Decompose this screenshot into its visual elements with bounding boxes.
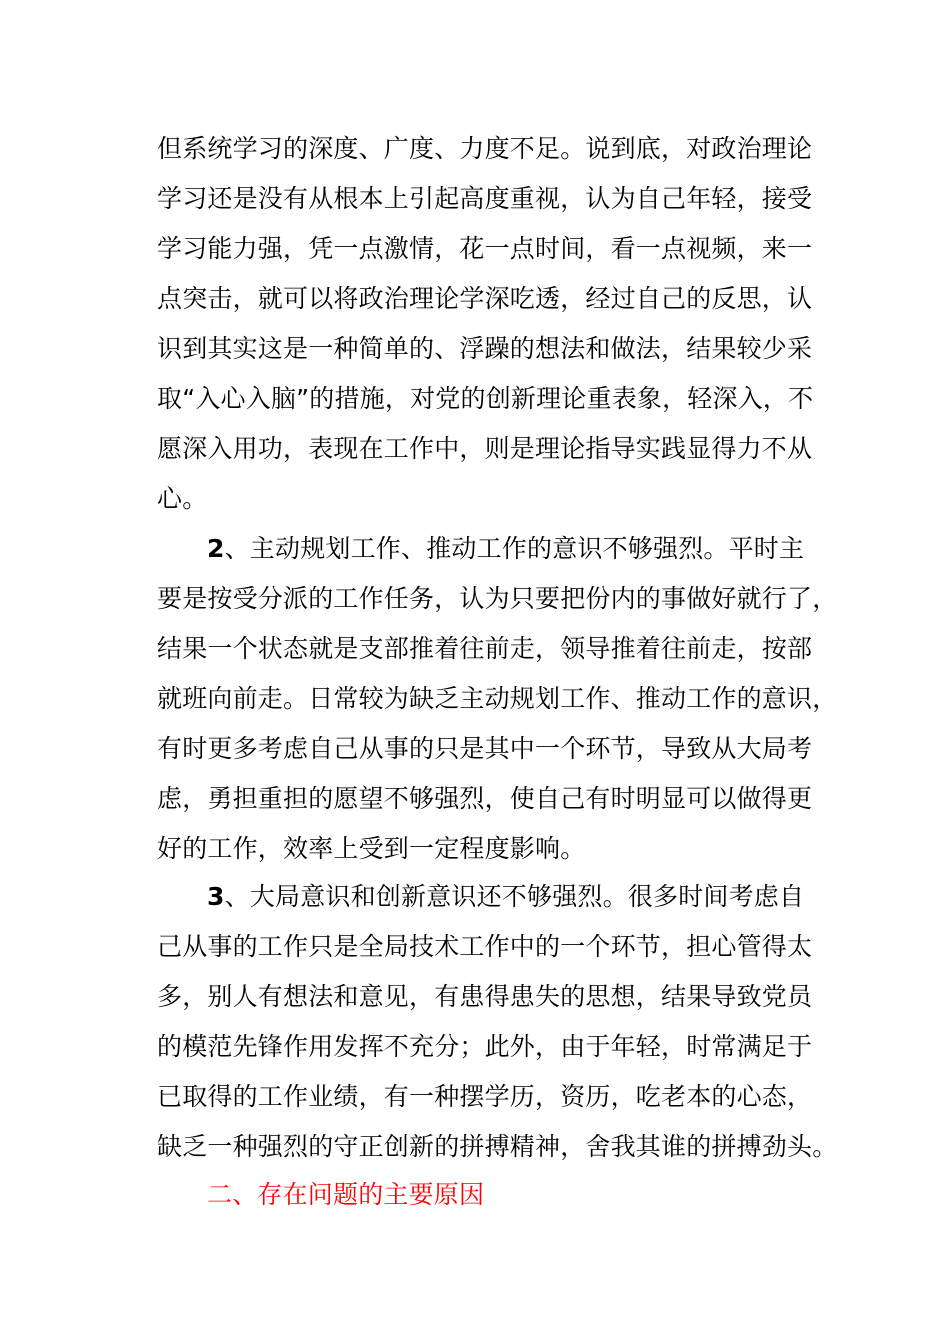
paragraph-line: 多，别人有想法和意见，有患得患失的思想，结果导致党员 bbox=[157, 982, 813, 1011]
item-2-heading-text: 、主动规划工作、推动工作的意识不够强烈。平时主 bbox=[224, 534, 805, 563]
section-heading: 二、存在问题的主要原因 bbox=[207, 1180, 485, 1209]
paragraph-line: 缺乏一种强烈的守正创新的拼搏精神，舍我其谁的拼搏劲头。 bbox=[157, 1132, 838, 1161]
paragraph-line: 结果一个状态就是支部推着往前走，领导推着往前走，按部 bbox=[157, 634, 813, 663]
item-3-number: 3 bbox=[207, 882, 225, 911]
paragraph-line: 但系统学习的深度、广度、力度不足。说到底，对政治理论 bbox=[157, 134, 813, 163]
paragraph-line: 要是按受分派的工作任务，认为只要把份内的事做好就行了， bbox=[157, 584, 838, 613]
item-2-first-line bbox=[207, 524, 917, 574]
paragraph-line: 有时更多考虑自己从事的只是其中一个环节，导致从大局考 bbox=[157, 734, 813, 763]
paragraph-line: 识到其实这是一种简单的、浮躁的想法和做法，结果较少采 bbox=[157, 334, 813, 363]
item-3-heading-text: 、大局意识和创新意识还不够强烈。很多时间考虑自 bbox=[224, 882, 805, 911]
item-2-number: 2 bbox=[207, 534, 225, 563]
paragraph-line: 就班向前走。日常较为缺乏主动规划工作、推动工作的意识， bbox=[157, 684, 838, 713]
paragraph-line: 的模范先锋作用发挥不充分；此外，由于年轻，时常满足于 bbox=[157, 1032, 813, 1061]
paragraph-line: 学习还是没有从根本上引起高度重视，认为自己年轻，接受 bbox=[157, 184, 813, 213]
paragraph-line: 学习能力强，凭一点激情，花一点时间，看一点视频，来一 bbox=[157, 234, 813, 263]
paragraph-line: 取“入心入脑”的措施，对党的创新理论重表象，轻深入，不 bbox=[157, 384, 814, 413]
paragraph-line: 好的工作，效率上受到一定程度影响。 bbox=[157, 834, 586, 863]
paragraph-line: 心。 bbox=[157, 484, 208, 513]
item-3-first-line bbox=[207, 872, 917, 922]
paragraph-line: 己从事的工作只是全局技术工作中的一个环节，担心管得太 bbox=[157, 932, 813, 961]
paragraph-line: 已取得的工作业绩，有一种摆学历，资历，吃老本的心态， bbox=[157, 1082, 813, 1111]
paragraph-line: 虑，勇担重担的愿望不够强烈，使自己有时明显可以做得更 bbox=[157, 784, 813, 813]
paragraph-line: 愿深入用功，表现在工作中，则是理论指导实践显得力不从 bbox=[157, 434, 813, 463]
paragraph-line: 点突击，就可以将政治理论学深吃透，经过自己的反思，认 bbox=[157, 284, 813, 313]
